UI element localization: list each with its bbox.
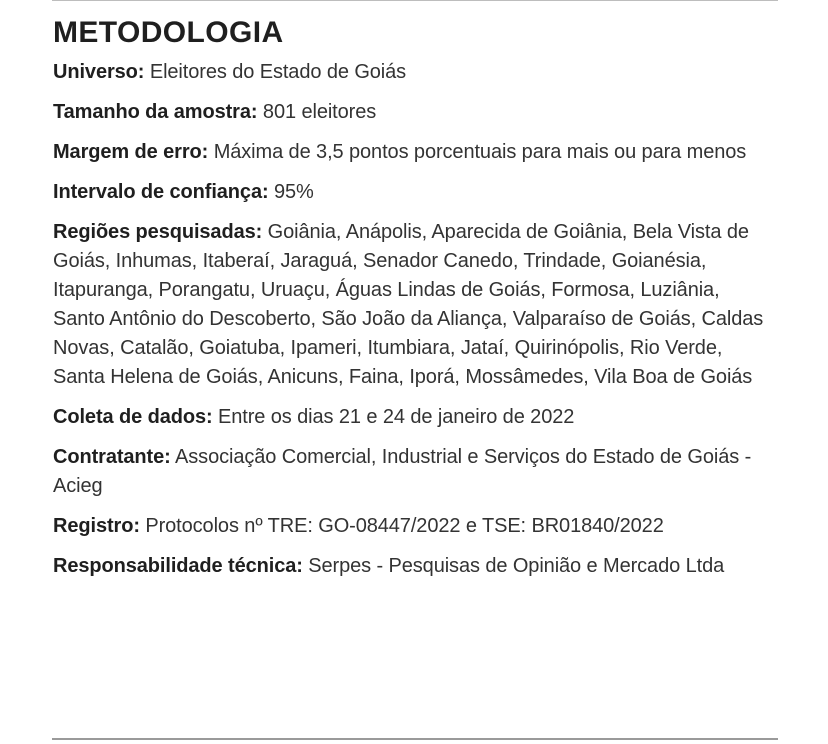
item-label: Regiões pesquisadas: (53, 221, 263, 243)
confidence-interval-item (53, 178, 773, 207)
data-collection-item (53, 403, 773, 432)
universe-item (53, 58, 773, 87)
item-value: Entre os dias 21 e 24 de janeiro de 2022 (218, 406, 575, 428)
item-label: Intervalo de confiança: (53, 181, 269, 203)
surveyed-regions-item (53, 218, 773, 392)
item-value: 95% (274, 181, 314, 203)
item-value: Eleitores do Estado de Goiás (149, 61, 407, 83)
item-value: Serpes - Pesquisas de Opinião e Mercado Ltda (308, 555, 725, 577)
item-label: Responsabilidade técnica: (53, 555, 303, 577)
item-value: 801 eleitores (262, 101, 377, 123)
sample-size-item (53, 98, 773, 127)
bottom-divider (52, 738, 778, 740)
item-value: Associação Comercial, Industrial e Serviços do Estado de Goiás - Acieg (53, 446, 752, 497)
margin-of-error-item (53, 138, 773, 167)
top-divider (52, 0, 778, 1)
item-value: Goiânia, Anápolis, Aparecida de Goiânia, Bela Vista de Goiás, Inhumas, Itaberaí, Jaraguá, Senador Canedo, Trindade, Goianésia, Itapuranga, Porangatu, Uruaçu, Águas Lindas de Goiás, Formosa, Luziânia, Santo Antônio do Descoberto, São João da Aliança, Valparaíso de Goiás, Caldas Novas, Catalão, Goiatuba, Ipameri, Itumbiara, Jataí, Quirinópolis, Rio Verde, Santa Helena de Goiás, Anicuns, Faina, Iporá, Mossâmedes, Vila Boa de Goiás (53, 221, 764, 388)
item-label: Tamanho da amostra: (53, 101, 258, 123)
item-label: Margem de erro: (53, 141, 209, 163)
item-value: Protocolos nº TRE: GO-08447/2022 e TSE: BR01840/2022 (145, 515, 664, 537)
methodology-title: METODOLOGIA (53, 16, 284, 49)
item-value: Máxima de 3,5 pontos porcentuais para mais ou para menos (213, 141, 747, 163)
contractor-item (53, 443, 773, 501)
item-label: Coleta de dados: (53, 406, 213, 428)
item-label: Universo: (53, 61, 145, 83)
item-label: Registro: (53, 515, 140, 537)
registration-item (53, 512, 773, 541)
methodology-list (53, 58, 773, 592)
technical-responsibility-item (53, 552, 773, 581)
item-label: Contratante: (53, 446, 171, 468)
